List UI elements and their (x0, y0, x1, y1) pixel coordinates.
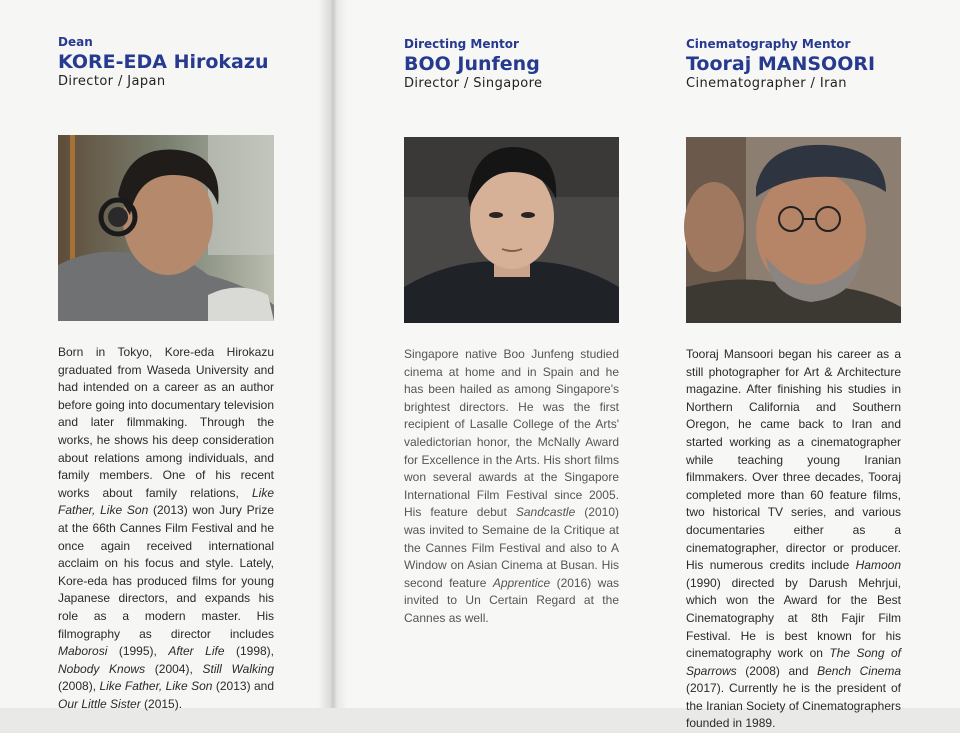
bio-text: (2008), (58, 679, 100, 694)
bio-title-italic: Still Walking (202, 661, 274, 676)
directing-mentor-bio (404, 346, 619, 628)
cinematography-mentor-bio (686, 346, 901, 733)
dean-bio (58, 344, 274, 713)
cinematography-mentor-header (686, 37, 875, 93)
bio-text: Born in Tokyo, Kore-eda Hirokazu graduated from Waseda University and had intended on a career as an author before going into documentary television and later filmmaking. Through the works, he shows his deep consideration about relations among individuals, and family members. One of his recent works about family relations, (58, 345, 274, 500)
bio-text: (2017). Currently he is the president of the Iranian Society of Cinematographers founded in 1989. (686, 681, 901, 731)
cinematography-mentor-name: Tooraj MANSOORI (686, 53, 876, 75)
bio-text: (1998), (224, 644, 274, 659)
bio-text: (1995), (107, 644, 169, 659)
directing-mentor-name: BOO Junfeng (404, 53, 540, 75)
bio-text: (2015). (140, 696, 183, 711)
bio-text: (2010) was invited to Semaine de la Critique at the Cannes Film Festival and also to A Window on Asian Cinema at Busan. His second feature (404, 505, 619, 590)
bio-title-italic: Hamoon (855, 558, 901, 573)
bio-title-italic: Nobody Knows (58, 661, 146, 676)
directing-mentor-header (404, 37, 542, 93)
bio-text: (2016) was invited to Un Certain Regard at the Cannes as well. (404, 575, 619, 625)
bio-title-italic: The Song of Sparrows (686, 646, 901, 678)
cinematography-mentor-portrait-photo (686, 137, 901, 323)
bio-title-italic: Our Little Sister (58, 696, 141, 711)
directing-mentor-title: Director / Singapore (404, 76, 543, 91)
bio-text: (1990) directed by Darush Mehrjui, which won the Award for the Best Cinematography at 8th Fajir Film Festival. He is best known for his cinematography work on (686, 575, 901, 661)
bio-text: (2013) won Jury Prize at the 66th Cannes Film Festival and he once again received international acclaim on his focus and style. Lately, Kore-eda has produced films for young Japanese directors, and expands his role as a modern master. His filmography as director includes (58, 503, 275, 641)
bio-title-italic: Sandcastle (515, 505, 576, 520)
dean-title: Director / Japan (58, 74, 166, 89)
directing-mentor-portrait-photo (404, 137, 619, 323)
directing-mentor-role: Directing Mentor (404, 37, 519, 51)
bio-text: (2008) and (736, 663, 818, 678)
bio-text: Singapore native Boo Junfeng studied cinema at home and in Spain and he has been hailed as among Singapore's brightest directors. He was the first recipient of Lasalle College of the Arts' valedictorian honor, the McNally Award for Excellence in the Arts. His short films won several awards at the Singapore International Film Festival since 2005. His feature debut (404, 347, 619, 520)
bio-text: (2013) and (212, 679, 275, 694)
bio-title-italic: Like Father, Like Son (58, 485, 274, 518)
dean-portrait-photo (58, 135, 274, 321)
dean-name: KORE-EDA Hirokazu (58, 51, 269, 73)
bio-text: (2004), (145, 661, 203, 676)
cinematography-mentor-title: Cinematographer / Iran (686, 76, 847, 91)
bio-title-italic: After Life (168, 644, 225, 659)
bio-title-italic: Maborosi (58, 644, 108, 659)
bio-title-italic: Like Father, Like Son (99, 679, 213, 694)
bio-title-italic: Apprentice (492, 575, 551, 590)
dean-header (58, 35, 268, 91)
cinematography-mentor-role: Cinematography Mentor (686, 37, 851, 51)
dean-role: Dean (58, 35, 93, 49)
bio-text: Tooraj Mansoori began his career as a still photographer for Art & Architecture magazine. After finishing his studies in Northern California and Southern Oregon, he came back to Iran and started working as a cinematographer while teaching young Iranian filmmakers. Over three decades, Tooraj completed more than 60 feature films, two historical TV series, and various documentaries either as a cinematographer, director or producer. His numerous credits include (686, 347, 901, 573)
page-gutter (318, 0, 348, 708)
bio-title-italic: Bench Cinema (817, 663, 901, 678)
